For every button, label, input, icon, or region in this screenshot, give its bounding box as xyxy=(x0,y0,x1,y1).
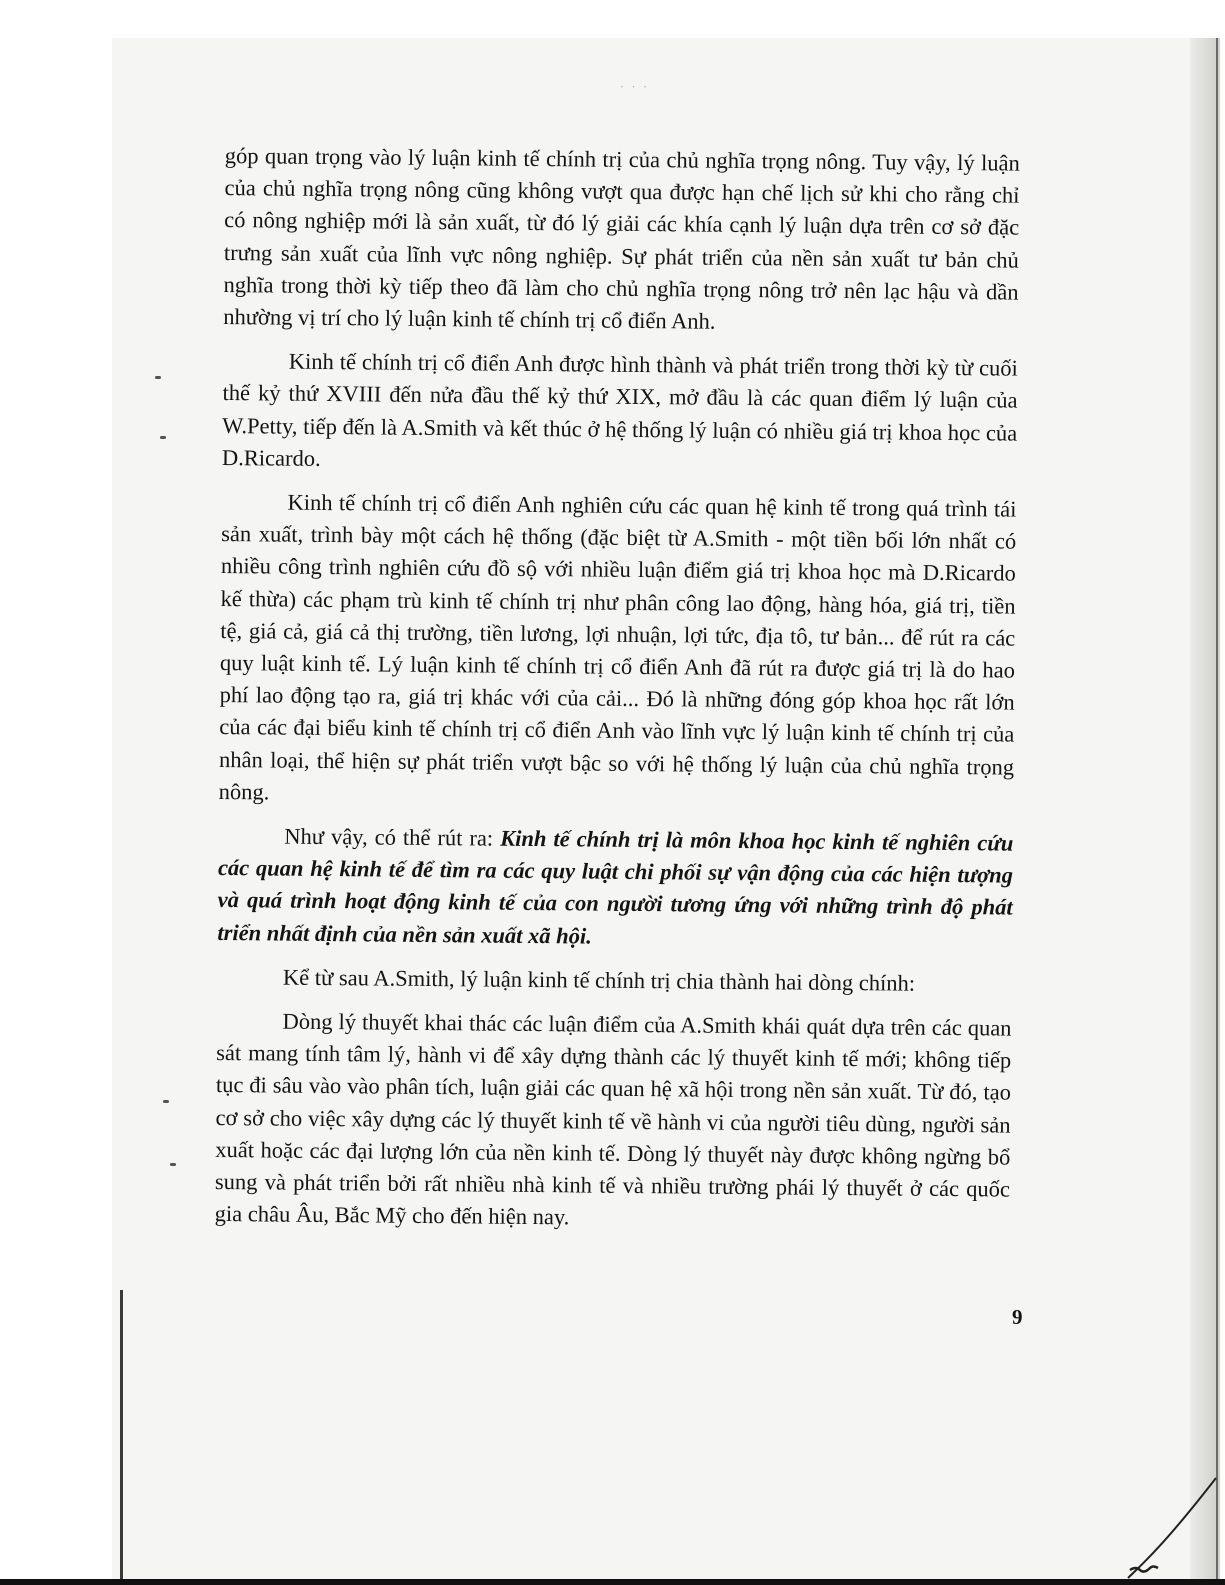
paragraph-5: Kể từ sau A.Smith, lý luận kinh tế chính trị chia thành hai dòng chính: xyxy=(282,964,916,996)
margin-dot xyxy=(160,436,166,439)
conclusion-definition: Kinh tế chính trị là môn khoa học kinh tế nghiên cứu các quan hệ kinh tế để tìm ra các quy luật chi phối sự vận động của các hiện tượng và quá trình hoạt động kinh tế của con người tương ứng với những trình độ phát triển nhất định của nền sản xuất xã hội. xyxy=(217,825,1014,949)
body-text xyxy=(214,140,1020,1250)
sheet-left-border xyxy=(120,1290,123,1585)
paragraph-6: Dòng lý thuyết khai thác các luận điểm của A.Smith khái quát dựa trên các quan sát mang tính tâm lý, hành vi để xây dựng thành các lý thuyết kinh tế mới; không tiếp tục đi sâu vào vào phân tích, luận giải các quan hệ xã hội trong nền sản xuất. Từ đó, tạo cơ sở cho việc xây dựng các lý thuyết kinh tế về hành vi của người tiêu dùng, người sản xuất hoặc các đại lượng lớn của nền kinh tế. Dòng lý thuyết này được không ngừng bổ sung và phát triển bởi rất nhiều nhà kinh tế và nhiều trường phái lý thuyết ở các quốc gia châu Âu, Bắc Mỹ cho đến hiện nay. xyxy=(214,1008,1012,1230)
margin-dot xyxy=(163,1100,169,1103)
paragraph-2: Kinh tế chính trị cổ điển Anh được hình thành và phát triển trong thời kỳ từ cuối thế kỷ thứ XVIII đến nửa đầu thế kỷ thứ XIX, mở đầu là các quan điểm lý luận của W.Petty, tiếp đến là A.Smith và kết thúc ở hệ thống lý luận có nhiều giá trị khoa học của D.Ricardo. xyxy=(221,348,1018,471)
paragraph-4 xyxy=(217,820,1013,956)
margin-dot xyxy=(170,1163,176,1166)
pen-stroke-mark xyxy=(1120,1470,1220,1585)
paragraph-1: góp quan trọng vào lý luận kinh tế chính trị của chủ nghĩa trọng nông. Tuy vậy, lý luận của chủ nghĩa trọng nông cũng không vượt qua được hạn chế lịch sử khi cho rằng chỉ có nông nghiệp mới là sản xuất, từ đó lý giải các khía cạnh lý luận dựa trên cơ sở đặc trưng sản xuất của lĩnh vực nông nghiệp. Sự phát triển của nền sản xuất tư bản chủ nghĩa trong thời kỳ tiếp theo đã làm cho chủ nghĩa trọng nông trở nên lạc hậu và dần nhường vị trí cho lý luận kinh tế chính trị cổ điển Anh. xyxy=(223,142,1020,334)
margin-dot xyxy=(155,376,161,379)
sheet-right-border xyxy=(1216,38,1218,1585)
scan-bottom-edge xyxy=(0,1579,1225,1585)
page-number: 9 xyxy=(1012,1305,1023,1329)
paragraph-3: Kinh tế chính trị cổ điển Anh nghiên cứu các quan hệ kinh tế trong quá trình tái sản xuất, trình bày một cách hệ thống (đặc biệt từ A.Smith - một tiền bối lớn nhất có nhiều công trình nghiên cứu đồ sộ với nhiều luận điểm giá trị khoa học mà D.Ricardo kế thừa) các phạm trù kinh tế chính trị như phân công lao động, hàng hóa, giá trị, tiền tệ, giá cả, giá cả thị trường, tiền lương, lợi nhuận, lợi tức, địa tô, tư bản... để rút ra các quy luật kinh tế. Lý luận kinh tế chính trị cổ điển Anh đã rút ra được giá trị là do hao phí lao động tạo ra, giá trị khác với của cải... Đó là những đóng góp khoa học rất lớn của các đại biểu kinh tế chính trị cổ điển Anh vào lĩnh vực lý luận kinh tế chính trị của nhân loại, thể hiện sự phát triển vượt bậc so với hệ thống lý luận của chủ nghĩa trọng nông. xyxy=(218,489,1017,805)
conclusion-lead: Như vậy, có thể rút ra: xyxy=(284,823,501,851)
faint-header-mark: · · · xyxy=(620,80,650,94)
